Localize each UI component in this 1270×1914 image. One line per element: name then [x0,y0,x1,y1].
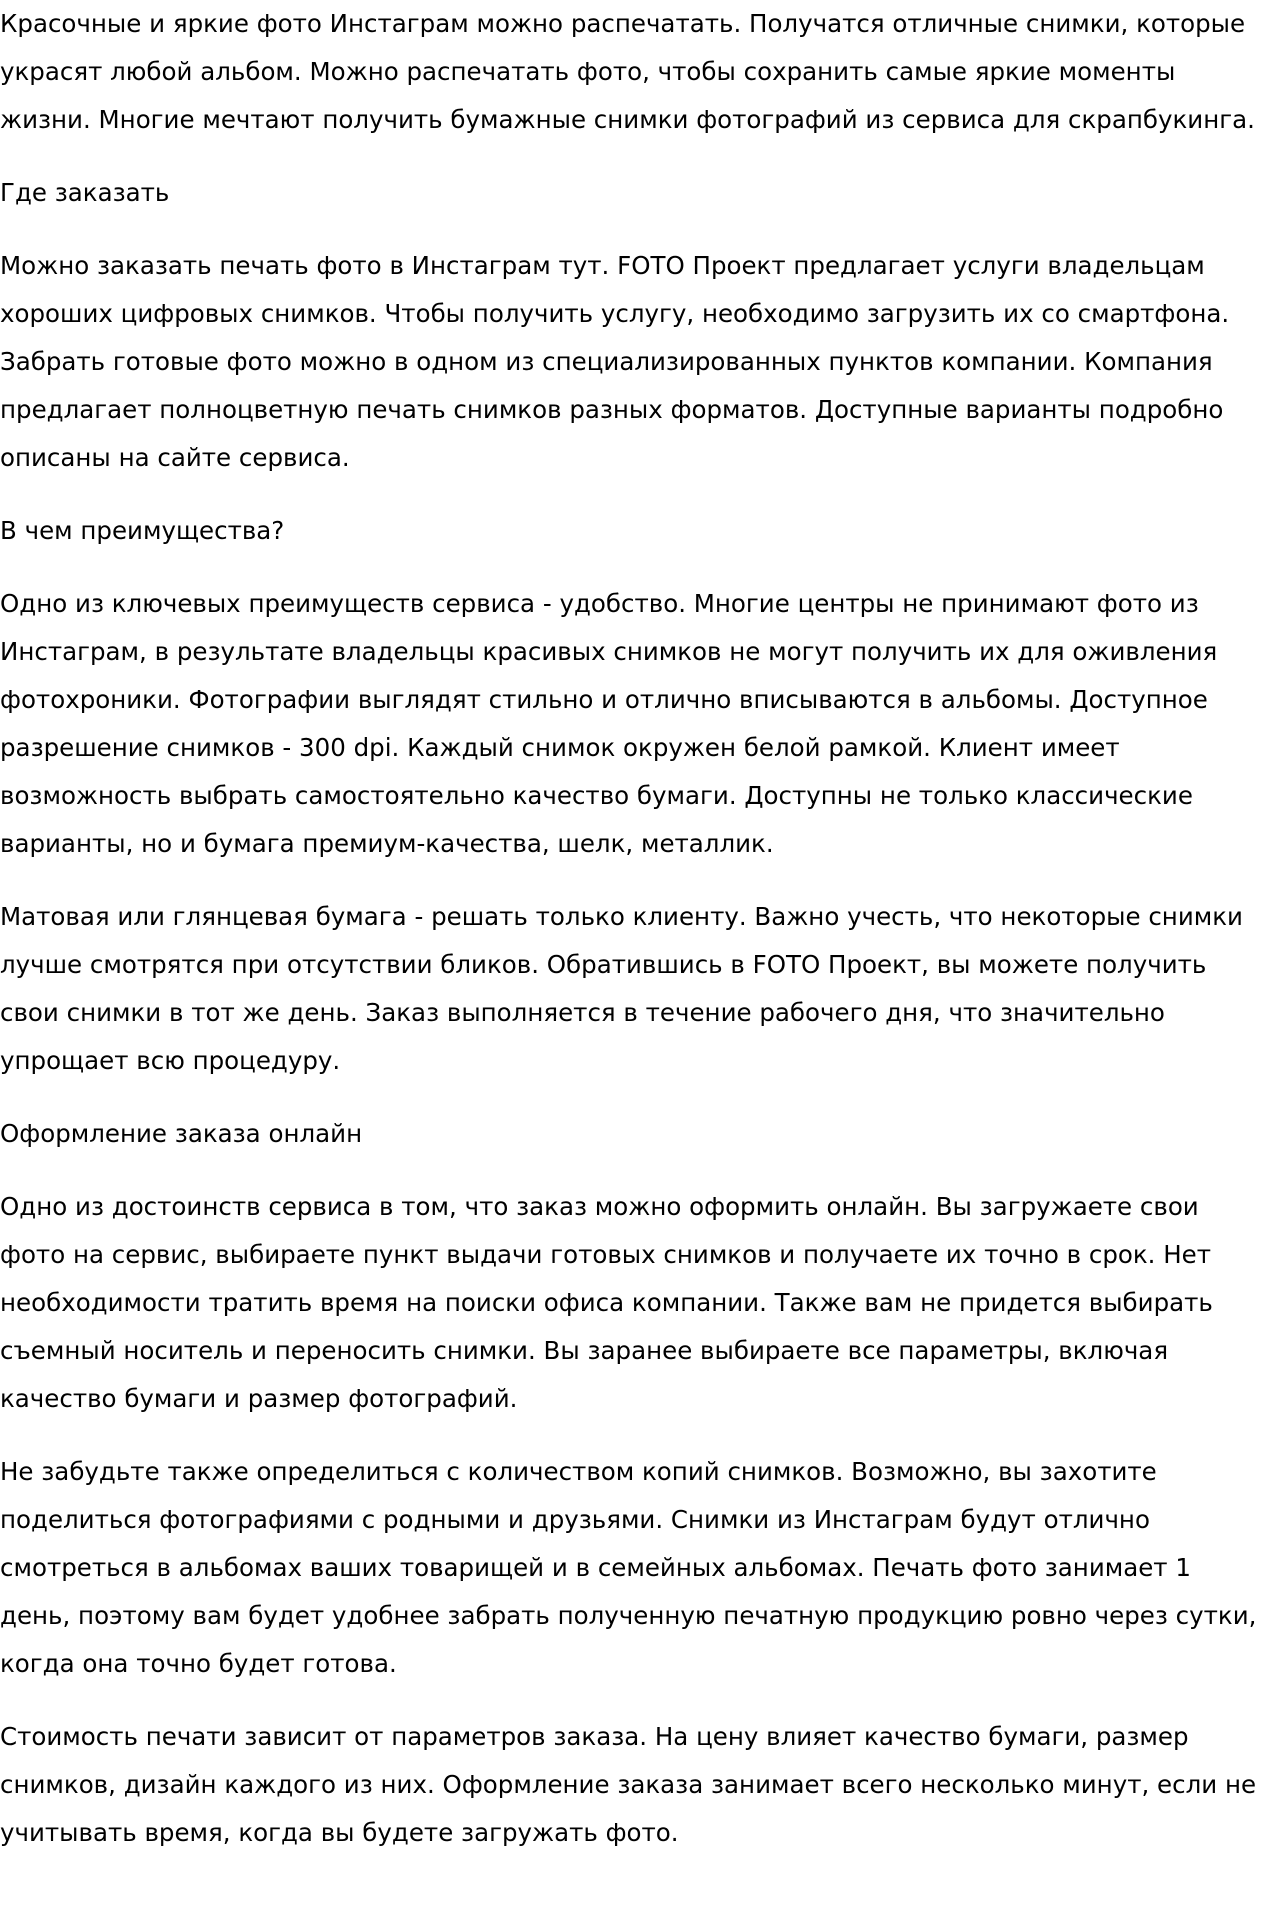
paragraph-where-to-order: Можно заказать печать фото в Инстаграм тут. FOTO Проект предлагает услуги владельцам хороших цифровых снимков. Чтобы получить услугу, необходимо загрузить их со смартфона. Забрать готовые фото можно в одном из специализированных пунктов компании. Компания предлагает полноцветную печать снимков разных форматов. Доступные варианты подробно описаны на сайте сервиса. [0,251,1230,472]
paragraph-advantages: Одно из ключевых преимуществ сервиса - удобство. Многие центры не принимают фото из Инстаграм, в результате владельцы красивых снимков не могут получить их для оживления фотохроники. Фотографии выглядят стильно и отлично вписываются в альбомы. Доступное разрешение снимков - 300 dpi. Каждый снимок окружен белой рамкой. Клиент имеет возможность выбрать самостоятельно качество бумаги. Доступны не только классические варианты, но и бумага премиум-качества, шелк, металлик. [0,589,1218,858]
section-heading-online-order: Оформление заказа онлайн [0,1119,363,1148]
paragraph-intro: Красочные и яркие фото Инстаграм можно распечатать. Получатся отличные снимки, которые украсят любой альбом. Можно распечатать фото, чтобы сохранить самые яркие моменты жизни. Многие мечтают получить бумажные снимки фотографий из сервиса для скрапбукинга. [0,9,1255,134]
paragraph-cost: Стоимость печати зависит от параметров заказа. На цену влияет качество бумаги, размер снимков, дизайн каждого из них. Оформление заказа занимает всего несколько минут, если не учитывать время, когда вы будете загружать фото. [0,1722,1257,1847]
section-heading-advantages: В чем преимущества? [0,516,285,545]
paragraph-copies: Не забудьте также определиться с количеством копий снимков. Возможно, вы захотите поделиться фотографиями с родными и друзьями. Снимки из Инстаграм будут отлично смотреться в альбомах ваших товарищей и в семейных альбомах. Печать фото занимает 1 день, поэтому вам будет удобнее забрать полученную печатную продукцию ровно через сутки, когда она точно будет готова. [0,1457,1257,1678]
section-heading-where-to-order: Где заказать [0,178,170,207]
paragraph-paper-choice: Матовая или глянцевая бумага - решать только клиенту. Важно учесть, что некоторые снимки лучше смотрятся при отсутствии бликов. Обратившись в FOTO Проект, вы можете получить свои снимки в тот же день. Заказ выполняется в течение рабочего дня, что значительно упрощает всю процедуру. [0,902,1243,1075]
paragraph-online-order: Одно из достоинств сервиса в том, что заказ можно оформить онлайн. Вы загружаете свои фото на сервис, выбираете пункт выдачи готовых снимков и получаете их точно в срок. Нет необходимости тратить время на поиски офиса компании. Также вам не придется выбирать съемный носитель и переносить снимки. Вы заранее выбираете все параметры, включая качество бумаги и размер фотографий. [0,1192,1213,1413]
